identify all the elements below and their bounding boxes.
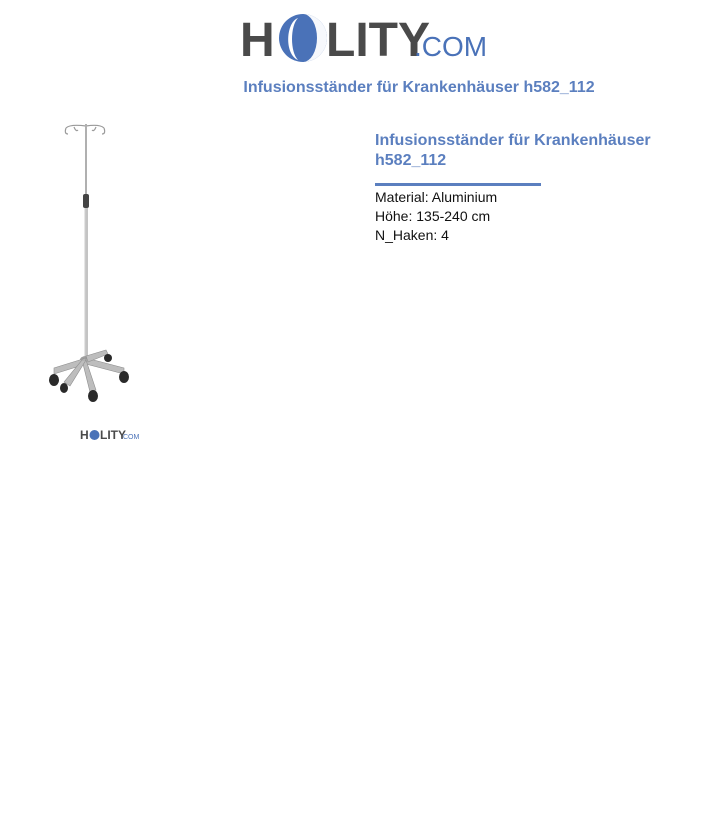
svg-text:.COM: .COM [121, 434, 140, 441]
holity-logo [240, 8, 500, 68]
logo-lity: LITY [326, 14, 430, 67]
spec-height: Höhe: 135-240 cm [375, 208, 491, 224]
spec-hooks: N_Haken: 4 [375, 227, 449, 243]
title-divider [375, 183, 541, 186]
logo-o-icon [279, 14, 327, 62]
product-title: Infusionsständer für Krankenhäuser h582_112 [375, 132, 651, 169]
logo-com: .COM [414, 31, 488, 62]
iv-stand-image [40, 118, 140, 408]
product-details [375, 131, 675, 245]
holity-small-logo [80, 427, 140, 443]
logo-h: H [240, 14, 275, 67]
spec-material: Material: Aluminium [375, 189, 498, 205]
svg-text:H: H [80, 428, 89, 442]
svg-text:LITY: LITY [100, 428, 126, 442]
page-title: Infusionsständer für Krankenhäuser h582_112 [243, 79, 595, 96]
